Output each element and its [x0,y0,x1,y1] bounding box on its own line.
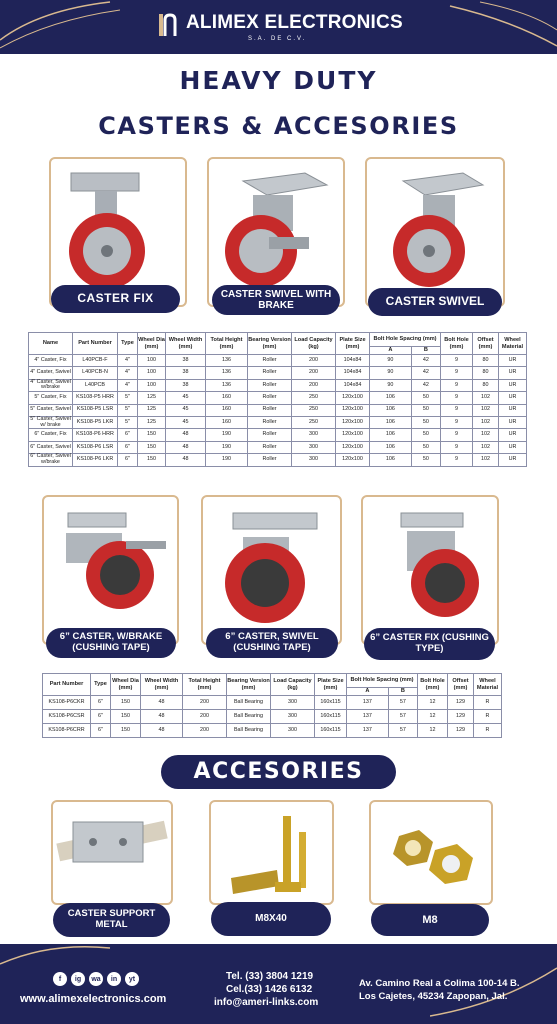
table-cell: 300 [271,710,315,724]
table-row [43,710,502,724]
table-cell: 4" [118,367,138,379]
table-cell: 4" Caster, Swivel w/brake [30,378,71,391]
table-cell: 48 [141,724,183,738]
table-cell: 125 [138,404,166,416]
table-cell: 160x115 [315,724,347,738]
table-cell: 300 [292,429,336,441]
table-cell: 137 [347,724,389,738]
table-cell: 106 [370,429,412,441]
table-cell: 5" Caster, Fix [29,392,73,404]
m8x40-label: M8X40 [211,902,331,936]
table-cell: 9 [441,367,473,379]
title-heavy-duty: HEAVY DUTY [179,66,378,95]
table-cell: 102 [473,404,499,416]
table-cell: 9 [441,379,473,391]
table-cell: KS108-P5 HRR [73,392,118,404]
table-cell: 160x115 [315,710,347,724]
table-cell: 102 [473,454,499,466]
table-cell: KS108-P6CKR [43,696,91,710]
table-cell: 45 [166,392,206,404]
table-cell: 200 [292,355,336,367]
col-header: Bearing Version (mm) [248,333,292,355]
caster-swivel-image [367,159,503,299]
table-cell: 160 [206,416,248,428]
col-header: Wheel Width (mm) [141,674,183,696]
col-subheader: A [370,347,412,355]
table-cell: 136 [206,367,248,379]
col-header: Type [118,333,138,355]
table-cell: 300 [292,454,336,466]
table-cell: 120x100 [336,404,370,416]
table-cell: 200 [183,724,227,738]
table-cell: 90 [370,355,412,367]
product-card-caster-support [51,800,173,905]
table-cell: 50 [411,441,440,453]
table-cell: 80 [473,367,499,379]
table-cell: 48 [166,454,206,466]
table-cell: Roller [248,429,292,441]
m8x40-bolt-image [211,802,332,902]
table-cell: KS108-P6 LKR [73,454,118,466]
table-cell: 100 [138,355,166,367]
caster-swivel-label: CASTER SWIVEL [368,288,502,316]
table-cell: Ball Bearing [227,710,271,724]
instagram-icon[interactable]: ig [71,972,85,986]
table-cell: 48 [166,441,206,453]
table-row [29,441,527,453]
table-cell: 5" [118,392,138,404]
col-header: Bolt Hole Spacing (mm) [370,333,441,347]
product-card-6-caster-brake [42,495,179,645]
table-cell: 38 [166,379,206,391]
table-cell: 125 [138,392,166,404]
title-casters-accesories: CASTERS & ACCESORIES [98,112,459,140]
col-subheader: B [388,688,417,696]
table-cell: 90 [370,379,412,391]
table-cell: KS108-P5 LSR [73,404,118,416]
caster-6-fix-image [363,497,497,637]
table-cell: Roller [248,404,292,416]
table-cell: Ball Bearing [227,724,271,738]
table-cell: UR [499,367,527,379]
m8-label: M8 [371,904,489,936]
table-cell: 102 [473,441,499,453]
table-row [29,379,527,391]
product-card-6-caster-swivel [201,495,342,645]
col-header: Bolt Hole (mm) [441,333,473,355]
caster-swivel-brake-image [209,159,343,299]
table-cell: Roller [248,441,292,453]
col-header: Type [91,674,111,696]
table-cell: 48 [141,696,183,710]
facebook-icon[interactable]: f [53,972,67,986]
table-cell: 50 [411,404,440,416]
youtube-icon[interactable]: yt [125,972,139,986]
caster-6-fix-label: 6” CASTER FIX (CUSHING TYPE) [364,628,495,660]
col-header: Bolt Hole Spacing (mm) [347,674,418,688]
table-cell: 150 [138,441,166,453]
table-row [29,392,527,404]
table-cell: 104x84 [336,355,370,367]
website-link[interactable]: www.alimexelectronics.com [20,993,167,1005]
table-cell: 150 [138,429,166,441]
table-cell: 100 [138,367,166,379]
table-cell: UR [499,429,527,441]
table-cell: Roller [248,355,292,367]
table-cell: UR [499,392,527,404]
table-cell: 6" [91,696,111,710]
caster-support-metal-image [53,802,171,902]
table-cell: 48 [166,429,206,441]
caster-swivel-brake-label: CASTER SWIVEL WITH BRAKE [212,285,340,315]
table-cell: L40PCB-N [73,367,118,379]
table-cell: 4" [118,355,138,367]
table-row [29,355,527,367]
caster-6-swivel-label: 6” CASTER, SWIVEL (CUSHING TAPE) [206,628,338,658]
table-cell: 100 [138,379,166,391]
address-line-1: Av. Camino Real a Colima 100-14 B. [359,978,520,989]
table-cell: UR [499,355,527,367]
table-cell: 150 [111,710,141,724]
col-header: Offset (mm) [473,333,499,355]
table-cell: UR [499,441,527,453]
table-cell: 12 [418,696,448,710]
caster-6-swivel-image [203,497,340,637]
table-cell: 136 [206,355,248,367]
table-cell: R [474,696,502,710]
table-cell: KS108-P6 LSR [73,441,118,453]
table-cell: 150 [111,696,141,710]
address-line-2: Los Cajetes, 45234 Zapopan, Jal. [359,991,508,1002]
table-cell: 106 [370,416,412,428]
table-row [29,454,527,466]
table-cell: UR [499,404,527,416]
table-cell: UR [499,454,527,466]
product-card-6-caster-fix [361,495,499,645]
brand-subtitle: S.A. DE C.V. [248,36,307,42]
table-cell: 200 [183,710,227,724]
col-header: Load Capacity (kg) [271,674,315,696]
whatsapp-icon[interactable]: wa [89,972,103,986]
table-cell: 12 [418,724,448,738]
table-cell: 38 [166,355,206,367]
table-cell: 57 [388,710,417,724]
table-cell: 190 [206,429,248,441]
table-cell: 160 [206,404,248,416]
table-cell: 80 [473,355,499,367]
table-cell: 300 [292,441,336,453]
table-cell: 42 [411,379,440,391]
product-card-m8x40 [209,800,334,905]
col-header: Part Number [73,333,118,355]
table-cell: 250 [292,392,336,404]
col-header: Offset (mm) [448,674,474,696]
table-cell: 6" Caster, Swivel w/brake [30,453,71,465]
col-header: Plate Size (mm) [336,333,370,355]
accesories-title: ACCESORIES [161,755,396,789]
table-cell: 200 [292,379,336,391]
table-cell: 150 [111,724,141,738]
table-cell: 9 [441,355,473,367]
table-cell: 42 [411,355,440,367]
table-cell: 250 [292,416,336,428]
table-cell: 12 [418,710,448,724]
table-cell: 50 [411,392,440,404]
header-bar [0,0,557,54]
table-cell: 6" [118,441,138,453]
table-cell: 57 [388,696,417,710]
col-header: Bolt Hole (mm) [418,674,448,696]
table-cell: 6" [91,710,111,724]
table-cell: Roller [248,416,292,428]
col-subheader: A [347,688,389,696]
caster-6-brake-label: 6” CASTER, W/BRAKE (CUSHING TAPE) [46,628,176,658]
linkedin-icon[interactable]: in [107,972,121,986]
table-cell: 4" [118,379,138,391]
col-header: Load Capacity (kg) [292,333,336,355]
casters-spec-table [28,332,527,467]
table-cell: 9 [441,441,473,453]
email-link[interactable]: info@ameri-links.com [214,997,319,1008]
table-cell: KS108-P5 LKR [73,416,118,428]
table-cell: 120x100 [336,392,370,404]
table-cell: 250 [292,404,336,416]
table-cell: 9 [441,429,473,441]
caster-fix-image [51,159,185,299]
table-cell: 136 [206,379,248,391]
table-cell: 9 [441,392,473,404]
table-cell: 9 [441,416,473,428]
table-cell: 160x115 [315,696,347,710]
table-row [43,696,502,710]
gold-swoosh-decoration-right [440,0,557,54]
table-cell: 6" [118,454,138,466]
table-cell: 137 [347,696,389,710]
col-header: Wheel Dia (mm) [138,333,166,355]
table-cell: 120x100 [336,429,370,441]
table-cell: 57 [388,724,417,738]
table-cell: KS108-P6CSR [43,710,91,724]
table-cell: 6" [118,429,138,441]
table-cell: 9 [441,454,473,466]
col-header: Wheel Dia (mm) [111,674,141,696]
col-header: Total Height (mm) [206,333,248,355]
table-cell: 5" [118,416,138,428]
table-cell: 120x100 [336,454,370,466]
table-cell: 120x100 [336,416,370,428]
m8-nut-image [371,802,491,902]
caster-6-brake-image [44,497,177,637]
col-header: Name [29,333,73,355]
table-cell: 300 [271,696,315,710]
product-card-m8 [369,800,493,905]
table-cell: 129 [448,696,474,710]
table-cell: 150 [138,454,166,466]
table-cell: 106 [370,454,412,466]
col-header: Wheel Material [499,333,527,355]
table-cell: Roller [248,454,292,466]
table-cell: 38 [166,367,206,379]
col-header: Part Number [43,674,91,696]
table-cell: 102 [473,416,499,428]
table-cell: KS108-P6 HRR [73,429,118,441]
table-cell: 106 [370,404,412,416]
table-cell: 102 [473,392,499,404]
table-cell: Roller [248,392,292,404]
col-header: Wheel Material [474,674,502,696]
table-cell: UR [499,416,527,428]
table-row [29,416,527,428]
table-cell: L40PCB [73,379,118,391]
caster-support-label: CASTER SUPPORT METAL [53,903,170,937]
caster-fix-label: CASTER FIX [51,285,180,313]
table-row [29,429,527,441]
table-cell: 6" Caster, Fix [29,429,73,441]
table-cell: 50 [411,416,440,428]
brand-name: ALIMEX ELECTRONICS [186,12,403,33]
table-cell: 50 [411,454,440,466]
table-cell: 106 [370,441,412,453]
table-cell: 102 [473,429,499,441]
table-cell: 200 [292,367,336,379]
table-cell: 42 [411,367,440,379]
table-cell: 129 [448,710,474,724]
phone-tel: Tel. (33) 3804 1219 [226,971,314,982]
table-cell: 137 [347,710,389,724]
table-cell: 190 [206,454,248,466]
table-cell: 5" Caster, Swivel [29,404,73,416]
table-cell: R [474,710,502,724]
table-cell: 48 [141,710,183,724]
table-cell: 45 [166,416,206,428]
alimex-logo-icon [157,12,179,38]
table-cell: 129 [448,724,474,738]
table-cell: 50 [411,429,440,441]
table-cell: 9 [441,404,473,416]
table-cell: L40PCB-F [73,355,118,367]
table-cell: 45 [166,404,206,416]
table-cell: 104x84 [336,367,370,379]
table-cell: 200 [183,696,227,710]
table-cell: 160 [206,392,248,404]
table-row [43,724,502,738]
table-cell: R [474,724,502,738]
table-cell: 90 [370,367,412,379]
table-cell: 125 [138,416,166,428]
table-cell: 5" [118,404,138,416]
table-cell: 4" Caster, Fix [29,355,73,367]
table-cell: 6" [91,724,111,738]
table-cell: 300 [271,724,315,738]
table-cell: KS108-P6CRR [43,724,91,738]
table-cell: UR [499,379,527,391]
col-header: Total Height (mm) [183,674,227,696]
table-row [29,404,527,416]
table-cell: 4" Caster, Swivel [29,367,73,379]
product-card-caster-swivel [365,157,505,307]
table-cell: Ball Bearing [227,696,271,710]
table-cell: 104x84 [336,379,370,391]
table-cell: 120x100 [336,441,370,453]
table-row [29,367,527,379]
table-cell: 190 [206,441,248,453]
table-cell: Roller [248,379,292,391]
table-cell: 80 [473,379,499,391]
gold-swoosh-decoration [0,0,120,54]
col-header: Plate Size (mm) [315,674,347,696]
col-subheader: B [411,347,440,355]
table-cell: Roller [248,367,292,379]
phone-cel: Cel.(33) 1426 6132 [226,984,313,995]
table-cell: 6" Caster, Swivel [29,441,73,453]
table-cell: 5" Caster, Swivel w/ brake [30,415,71,428]
cushion-casters-spec-table [42,673,502,738]
col-header: Bearing Version (mm) [227,674,271,696]
table-cell: 106 [370,392,412,404]
col-header: Wheel Width (mm) [166,333,206,355]
